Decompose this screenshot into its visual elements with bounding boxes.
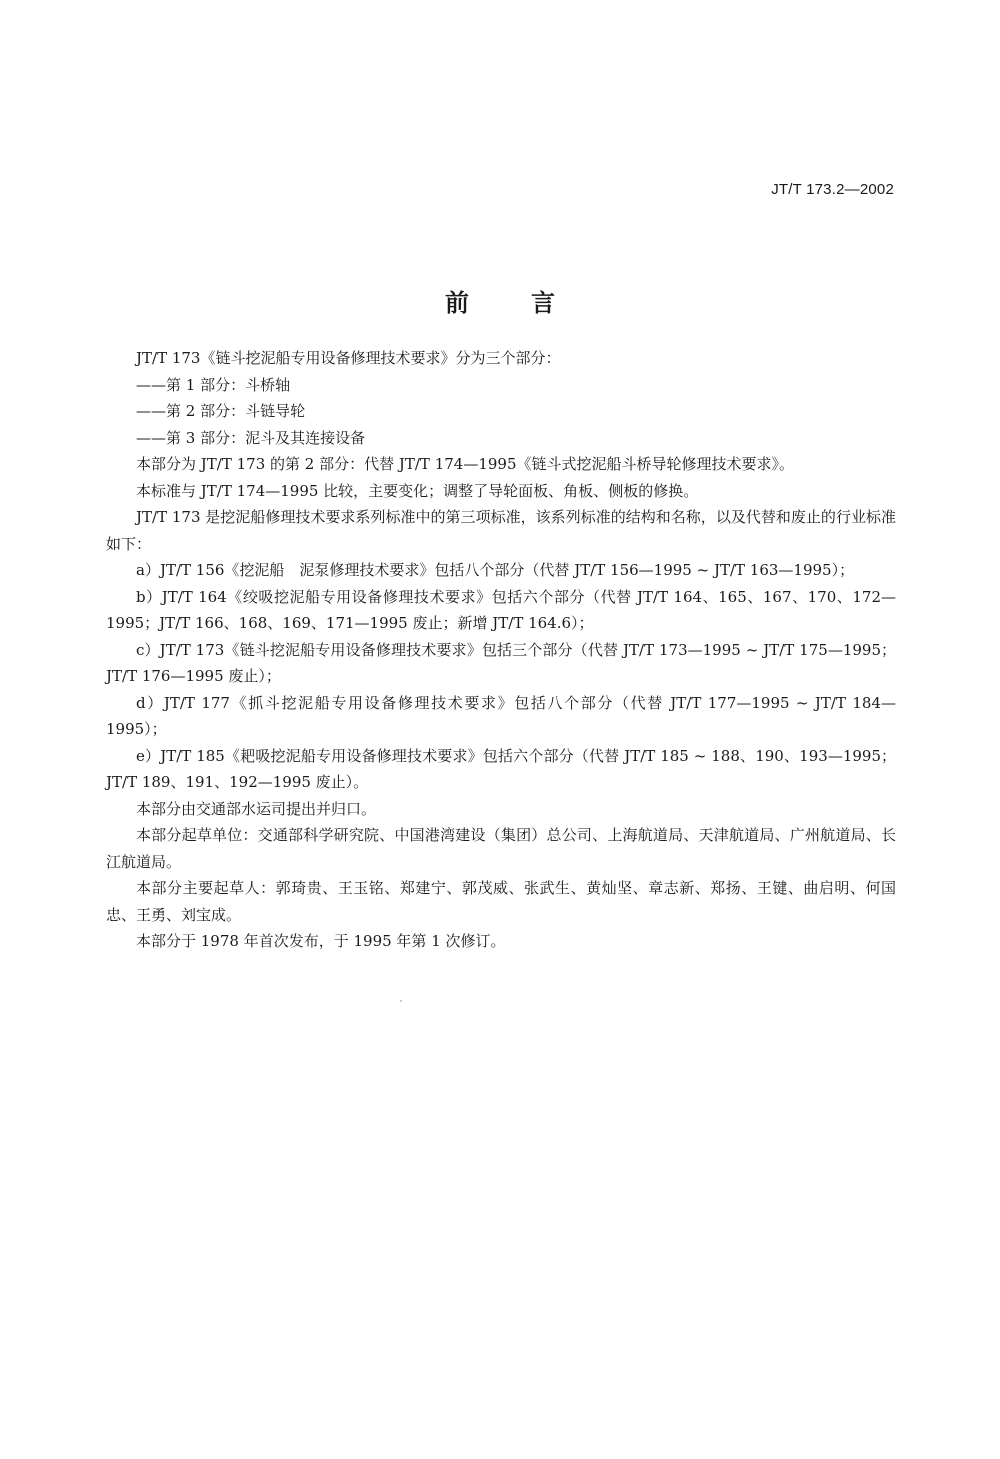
document-code: JT/T 173.2—2002 [771,181,894,198]
paragraph-replaces: 本部分为 JT/T 173 的第 2 部分：代替 JT/T 174—1995《链斗式挖泥船斗桥导轮修理技术要求》。 [136,455,795,473]
list-item-part-2: ——第 2 部分：斗链导轮 [136,402,306,420]
series-item-c: c）JT/T 173《链斗挖泥船专用设备修理技术要求》包括三个部分（代替 JT/T 173—1995 ~ JT/T 175—1995；JT/T 176—1995 废止）； [106,640,896,685]
series-item-e: e）JT/T 185《耙吸挖泥船专用设备修理技术要求》包括六个部分（代替 JT/T 185 ~ 188、190、193—1995；JT/T 189、191、192—1995 废止）。 [106,746,896,791]
title-char-1: 前 [445,288,469,317]
paragraph-intro: JT/T 173《链斗挖泥船专用设备修理技术要求》分为三个部分： [136,349,561,367]
paragraph-drafting-units: 本部分起草单位：交通部科学研究院、中国港湾建设（集团）总公司、上海航道局、天津航道局、广州航道局、长江航道局。 [106,826,896,871]
series-item-b: b）JT/T 164《绞吸挖泥船专用设备修理技术要求》包括六个部分（代替 JT/T 164、165、167、170、172—1995；JT/T 166、168、169、171—1995 废止；新增 JT/T 164.6）； [106,587,896,632]
title-char-2: 言 [531,288,555,317]
paragraph-drafters: 本部分主要起草人：郭琦贵、王玉铭、郑建宁、郭茂威、张武生、黄灿坚、章志新、郑扬、王键、曲启明、何国忠、王勇、刘宝成。 [106,879,896,924]
paragraph-changes: 本标准与 JT/T 174—1995 比较，主要变化；调整了导轮面板、角板、侧板的修换。 [136,481,699,500]
series-item-d: d）JT/T 177《抓斗挖泥船专用设备修理技术要求》包括八个部分（代替 JT/T 177—1995 ~ JT/T 184—1995）； [106,693,896,738]
list-item-part-3: ——第 3 部分：泥斗及其连接设备 [136,428,366,447]
list-item-part-1: ——第 1 部分：斗桥轴 [136,375,291,394]
paragraph-history: 本部分于 1978 年首次发布，于 1995 年第 1 次修订。 [136,932,506,950]
foreword-body [106,345,896,955]
paragraph-series: JT/T 173 是挖泥船修理技术要求系列标准中的第三项标准，该系列标准的结构和名称，以及代替和废止的行业标准如下： [106,508,896,553]
scan-speck [400,1000,402,1002]
series-item-a: a）JT/T 156《挖泥船 泥泵修理技术要求》包括八个部分（代替 JT/T 156—1995 ~ JT/T 163—1995）； [136,561,855,579]
page-title [0,283,1000,318]
paragraph-proposer: 本部分由交通部水运司提出并归口。 [136,799,377,818]
